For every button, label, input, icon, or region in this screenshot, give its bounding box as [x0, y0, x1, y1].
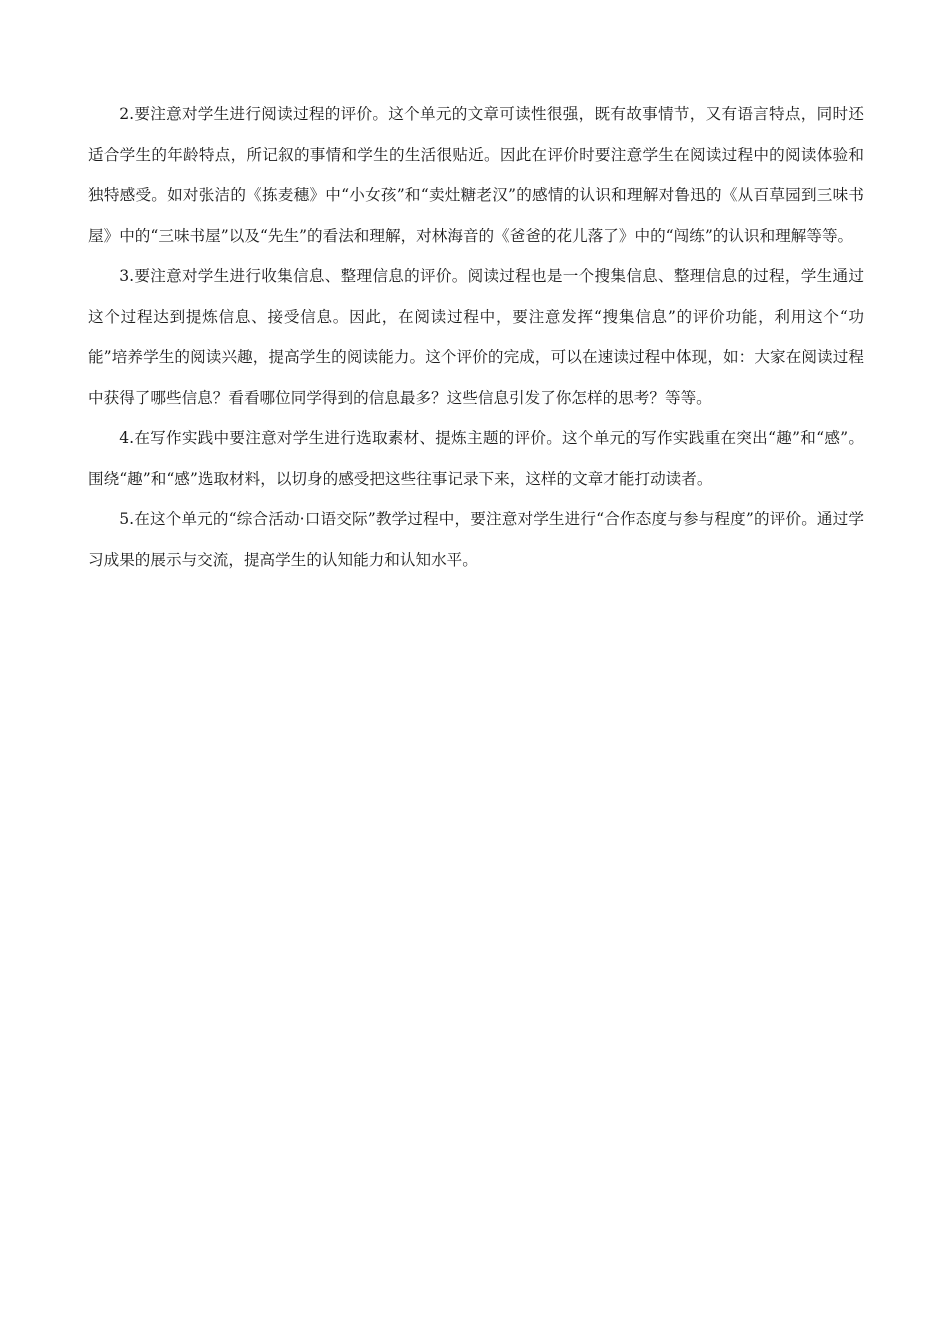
paragraph-writing-practice: 4.在写作实践中要注意对学生进行选取素材、提炼主题的评价。这个单元的写作实践重在突出“趣”和“感”。围绕“趣”和“感”选取材料，以切身的感受把这些往事记录下来，这样的文章才能打动读者。 — [88, 429, 864, 488]
paragraph-information-collection: 3.要注意对学生进行收集信息、整理信息的评价。阅读过程也是一个搜集信息、整理信息的过程，学生通过这个过程达到提炼信息、接受信息。因此，在阅读过程中，要注意发挥“搜集信息”的评价功能，利用这个“功能”培养学生的阅读兴趣，提高学生的阅读能力。这个评价的完成，可以在速读过程中体现，如：大家在阅读过程中获得了哪些信息？看看哪位同学得到的信息最多？这些信息引发了你怎样的思考？等等。 — [88, 267, 864, 407]
paragraph-oral-communication: 5.在这个单元的“综合活动·口语交际”教学过程中，要注意对学生进行“合作态度与参与程度”的评价。通过学习成果的展示与交流，提高学生的认知能力和认知水平。 — [88, 510, 864, 569]
paragraph-reading-process: 2.要注意对学生进行阅读过程的评价。这个单元的文章可读性很强，既有故事情节，又有语言特点，同时还适合学生的年龄特点，所记叙的事情和学生的生活很贴近。因此在评价时要注意学生在阅读过程中的阅读体验和独特感受。如对张洁的《拣麦穗》中“小女孩”和“卖灶糖老汉”的感情的认识和理解对鲁迅的《从百草园到三味书屋》中的“三味书屋”以及“先生”的看法和理解，对林海音的《爸爸的花儿落了》中的“闯练”的认识和理解等等。 — [88, 105, 864, 245]
document-body — [88, 94, 864, 580]
